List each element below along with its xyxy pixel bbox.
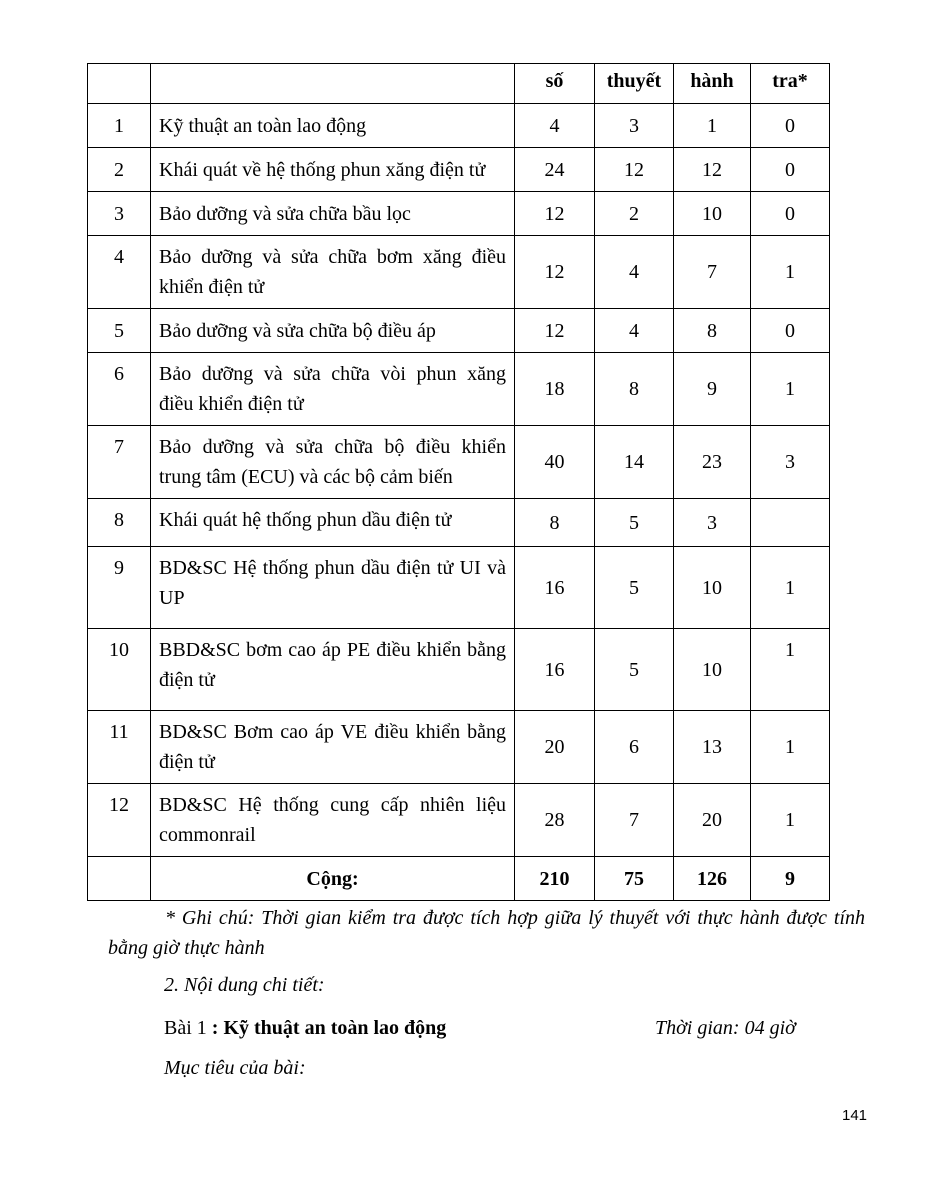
lesson-duration: Thời gian: 04 giờ [655, 1017, 796, 1039]
table-row [88, 711, 830, 784]
row-stt: 8 [88, 499, 151, 547]
row-practice: 7 [674, 236, 751, 309]
row-practice: 13 [674, 711, 751, 784]
row-total: 12 [515, 192, 595, 236]
table-row [88, 629, 830, 711]
table-row [88, 148, 830, 192]
total-test: 9 [751, 857, 830, 901]
header-theory: thuyết [595, 64, 674, 104]
row-theory: 12 [595, 148, 674, 192]
section-heading: 2. Nội dung chi tiết: [164, 974, 325, 996]
row-stt: 2 [88, 148, 151, 192]
row-stt: 12 [88, 784, 151, 857]
row-test: 1 [751, 236, 830, 309]
header-practice: hành [674, 64, 751, 104]
row-total: 16 [515, 547, 595, 629]
row-stt: 10 [88, 629, 151, 711]
row-total: 16 [515, 629, 595, 711]
row-theory: 4 [595, 236, 674, 309]
row-name: BD&SC Bơm cao áp VE điều khiển bằng điện tử [151, 711, 515, 784]
row-theory: 5 [595, 547, 674, 629]
table-row [88, 353, 830, 426]
lesson-plan-table [87, 63, 830, 901]
header-stt [88, 64, 151, 104]
row-test [751, 499, 830, 547]
total-theory: 75 [595, 857, 674, 901]
row-theory: 2 [595, 192, 674, 236]
row-test: 1 [751, 784, 830, 857]
row-test: 1 [751, 353, 830, 426]
total-label: Cộng: [151, 857, 515, 901]
row-name: Bảo dưỡng và sửa chữa bộ điều áp [151, 309, 515, 353]
row-stt: 5 [88, 309, 151, 353]
row-stt: 4 [88, 236, 151, 309]
row-stt: 9 [88, 547, 151, 629]
row-theory: 8 [595, 353, 674, 426]
table-row [88, 426, 830, 499]
table-row [88, 104, 830, 148]
row-stt: 3 [88, 192, 151, 236]
row-name: Khái quát về hệ thống phun xăng điện tử [151, 148, 515, 192]
table-row [88, 309, 830, 353]
row-theory: 5 [595, 629, 674, 711]
lesson-prefix: Bài 1 [164, 1017, 212, 1039]
header-total: số [515, 64, 595, 104]
row-total: 8 [515, 499, 595, 547]
row-theory: 5 [595, 499, 674, 547]
row-total: 40 [515, 426, 595, 499]
row-test: 0 [751, 148, 830, 192]
row-test: 0 [751, 309, 830, 353]
row-practice: 3 [674, 499, 751, 547]
row-total: 24 [515, 148, 595, 192]
footnote [108, 903, 865, 963]
row-practice: 1 [674, 104, 751, 148]
table-row [88, 236, 830, 309]
row-name: Bảo dưỡng và sửa chữa bơm xăng điều khiển điện tử [151, 236, 515, 309]
table-total-row [88, 857, 830, 901]
row-test: 1 [751, 629, 830, 711]
row-total: 18 [515, 353, 595, 426]
row-total: 28 [515, 784, 595, 857]
row-name: BD&SC Hệ thống cung cấp nhiên liệu commonrail [151, 784, 515, 857]
row-test: 0 [751, 192, 830, 236]
row-practice: 10 [674, 547, 751, 629]
row-practice: 10 [674, 629, 751, 711]
page-number: 141 [842, 1107, 868, 1124]
row-theory: 3 [595, 104, 674, 148]
row-name: BBD&SC bơm cao áp PE điều khiển bằng điện tử [151, 629, 515, 711]
total-sum: 210 [515, 857, 595, 901]
row-practice: 10 [674, 192, 751, 236]
row-name: Kỹ thuật an toàn lao động [151, 104, 515, 148]
row-name: Khái quát hệ thống phun dầu điện tử [151, 499, 515, 547]
row-practice: 12 [674, 148, 751, 192]
row-total: 12 [515, 236, 595, 309]
row-name: Bảo dưỡng và sửa chữa bầu lọc [151, 192, 515, 236]
table-row [88, 784, 830, 857]
row-practice: 9 [674, 353, 751, 426]
row-theory: 14 [595, 426, 674, 499]
row-test: 1 [751, 547, 830, 629]
row-name: Bảo dưỡng và sửa chữa bộ điều khiển trung tâm (ECU) và các bộ cảm biến [151, 426, 515, 499]
row-total: 4 [515, 104, 595, 148]
footnote-text: * Ghi chú: Thời gian kiểm tra được tích hợp giữa lý thuyết với thực hành được tính bằng giờ thực hành [108, 907, 865, 959]
row-practice: 8 [674, 309, 751, 353]
row-stt: 6 [88, 353, 151, 426]
row-name: BD&SC Hệ thống phun dầu điện tử UI và UP [151, 547, 515, 629]
lesson-name: : Kỹ thuật an toàn lao động [211, 1017, 447, 1039]
lesson-title [164, 1013, 446, 1043]
row-stt: 7 [88, 426, 151, 499]
total-stt-blank [88, 857, 151, 901]
row-total: 20 [515, 711, 595, 784]
row-stt: 11 [88, 711, 151, 784]
objectives-heading: Mục tiêu của bài: [164, 1057, 306, 1079]
row-theory: 7 [595, 784, 674, 857]
row-theory: 6 [595, 711, 674, 784]
row-test: 1 [751, 711, 830, 784]
header-test: tra* [751, 64, 830, 104]
table-header-row [88, 64, 830, 104]
row-practice: 20 [674, 784, 751, 857]
row-stt: 1 [88, 104, 151, 148]
total-practice: 126 [674, 857, 751, 901]
row-name: Bảo dưỡng và sửa chữa vòi phun xăng điều khiển điện tử [151, 353, 515, 426]
table-row [88, 499, 830, 547]
row-test: 3 [751, 426, 830, 499]
row-total: 12 [515, 309, 595, 353]
table-row [88, 547, 830, 629]
row-practice: 23 [674, 426, 751, 499]
table-row [88, 192, 830, 236]
header-name [151, 64, 515, 104]
row-theory: 4 [595, 309, 674, 353]
row-test: 0 [751, 104, 830, 148]
